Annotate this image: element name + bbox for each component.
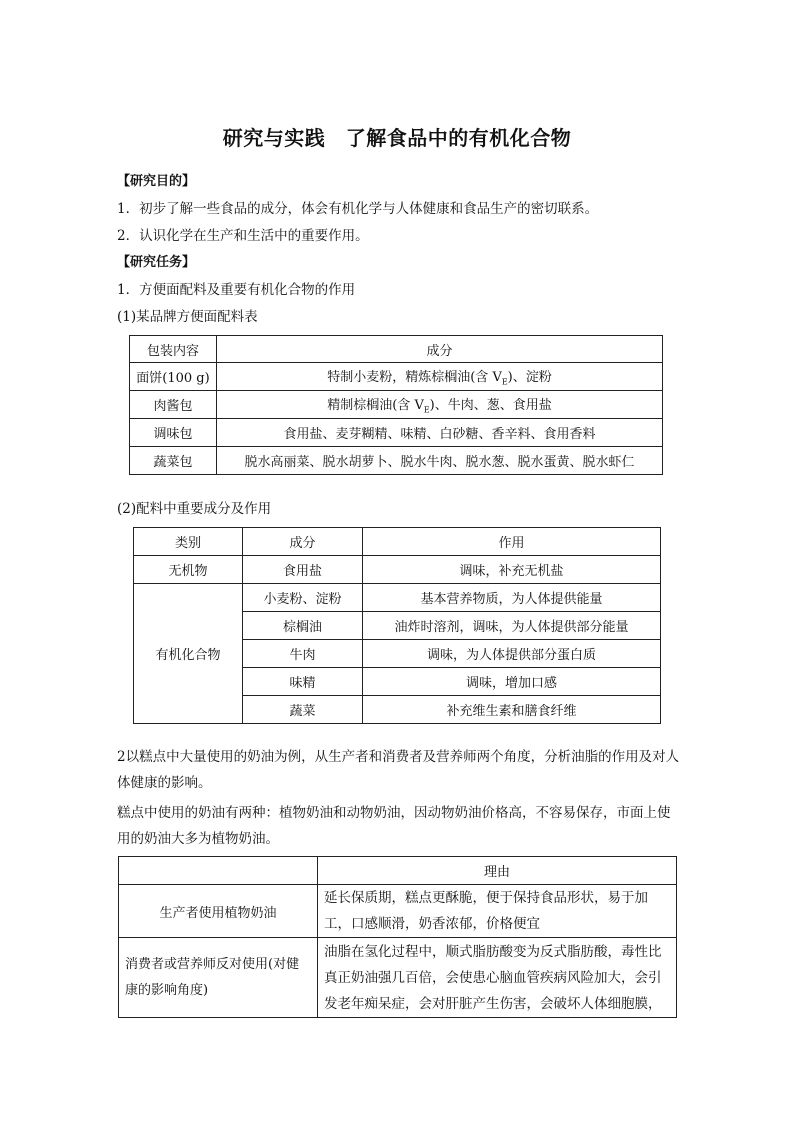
task1-title: 1．方便面配料及重要有机化合物的作用	[117, 282, 356, 298]
table-row	[134, 556, 661, 584]
pack-cell: 蔬菜包	[130, 447, 217, 475]
pack-cell: 肉酱包	[130, 391, 217, 419]
table2-caption: (2)配料中重要成分及作用	[117, 501, 272, 517]
table-row	[119, 885, 677, 938]
table-header-cell: 成分	[217, 336, 663, 363]
table-row	[130, 363, 663, 391]
table-header-row	[134, 528, 661, 556]
components-table	[133, 527, 661, 724]
role-cell: 调味，补充无机盐	[363, 556, 661, 584]
cream-reason-table	[118, 856, 677, 1018]
stance-cell: 消费者或营养师反对使用(对健康的影响角度)	[119, 938, 318, 1018]
table-header-cell: 包装内容	[130, 336, 217, 363]
role-cell: 调味，增加口感	[363, 668, 661, 696]
section-heading-task: 【研究任务】	[117, 255, 196, 270]
page-title: 研究与实践 了解食品中的有机化合物	[222, 126, 572, 150]
pack-cell: 调味包	[130, 419, 217, 447]
table-header-row	[119, 857, 677, 885]
ingredients-cell: 脱水高丽菜、脱水胡萝卜、脱水牛肉、脱水葱、脱水蛋黄、脱水虾仁	[217, 447, 663, 475]
purpose-item-1: 1．初步了解一些食品的成分，体会有机化学与人体健康和食品生产的密切联系。	[117, 201, 599, 217]
task2-note-paragraph	[117, 800, 682, 852]
component-cell: 棕榈油	[243, 612, 363, 640]
table-header-cell: 作用	[363, 528, 661, 556]
table-header-cell: 类别	[134, 528, 243, 556]
table1-caption: (1)某品牌方便面配料表	[117, 309, 258, 325]
table-row	[119, 938, 677, 1018]
table-row	[130, 391, 663, 419]
role-cell: 基本营养物质，为人体提供能量	[363, 584, 661, 612]
task2-text: 2以糕点中大量使用的奶油为例，从生产者和消费者及营养师两个角度，分析油脂的作用及对人体健康的影响。	[117, 749, 680, 791]
component-cell: 牛肉	[243, 640, 363, 668]
category-cell: 无机物	[134, 556, 243, 584]
ingredients-cell: 特制小麦粉，精炼棕榈油(含 $V_E$)、淀粉	[217, 363, 663, 391]
task2-paragraph	[117, 744, 682, 796]
component-cell: 蔬菜	[243, 696, 363, 724]
component-cell: 小麦粉、淀粉	[243, 584, 363, 612]
role-cell: 补充维生素和膳食纤维	[363, 696, 661, 724]
table-header-cell: 成分	[243, 528, 363, 556]
purpose-item-2: 2．认识化学在生产和生活中的重要作用。	[117, 228, 369, 244]
stance-cell: 生产者使用植物奶油	[119, 885, 318, 938]
component-cell: 味精	[243, 668, 363, 696]
role-cell: 调味，为人体提供部分蛋白质	[363, 640, 661, 668]
table-header-cell: 理由	[318, 857, 677, 885]
table-row	[134, 584, 661, 612]
category-cell: 有机化合物	[134, 584, 243, 724]
pack-cell: 面饼(100 g)	[130, 363, 217, 391]
component-cell: 食用盐	[243, 556, 363, 584]
ingredients-table	[129, 335, 663, 475]
ingredients-cell: 精制棕榈油(含 $V_E$)、牛肉、葱、食用盐	[217, 391, 663, 419]
table-row	[130, 447, 663, 475]
role-cell: 油炸时溶剂，调味，为人体提供部分能量	[363, 612, 661, 640]
reason-cell: 油脂在氢化过程中，顺式脂肪酸变为反式脂肪酸，毒性比真正奶油强几百倍，会使患心脑血管疾病风险加大，会引发老年痴呆症，会对肝脏产生伤害，会破坏人体细胞膜，	[318, 938, 677, 1018]
table-header-row	[130, 336, 663, 363]
task2-note: 糕点中使用的奶油有两种：植物奶油和动物奶油，因动物奶油价格高，不容易保存，市面上使用的奶油大多为植物奶油。	[117, 805, 671, 847]
reason-cell: 延长保质期，糕点更酥脆，便于保持食品形状，易于加工，口感顺滑，奶香浓郁，价格便宜	[318, 885, 677, 938]
table-header-cell	[119, 857, 318, 885]
table-row	[130, 419, 663, 447]
ingredients-cell: 食用盐、麦芽糊精、味精、白砂糖、香辛料、食用香料	[217, 419, 663, 447]
section-heading-purpose: 【研究目的】	[117, 174, 196, 189]
